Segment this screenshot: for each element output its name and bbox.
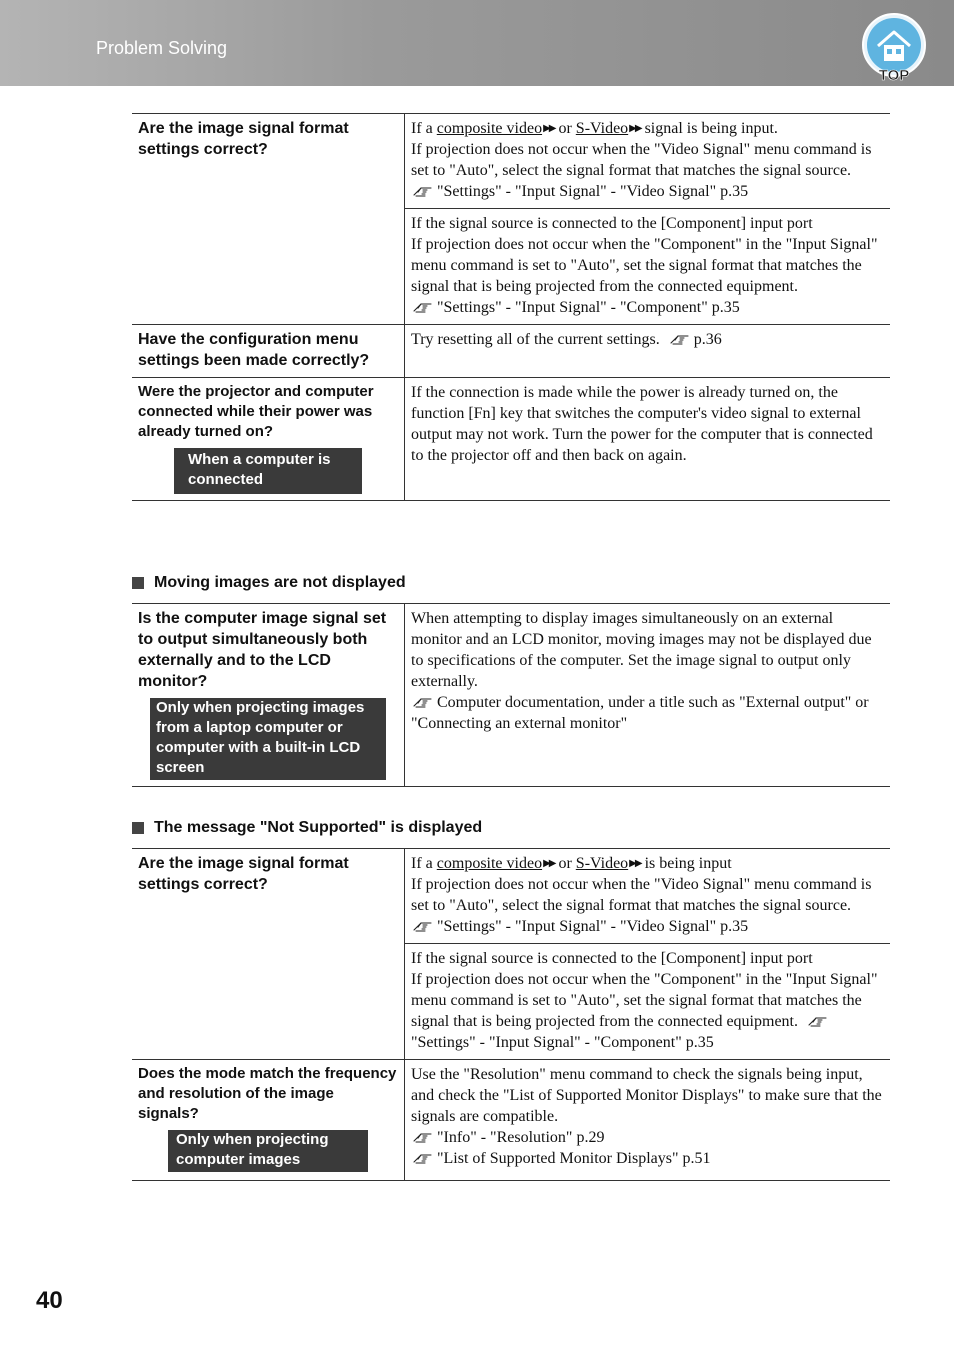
reference-hand-icon (670, 333, 690, 345)
section-heading: Moving images are not displayed (132, 574, 406, 592)
answer-cell: If a composite video▶▶ or S-Video▶▶ is being input If projection does not occur when the "Video Signal" menu command is set to "Auto", select the signal format that matches the signal source. "Settings" - "Input Signal" - "Video Signal" p.35 (405, 849, 891, 944)
reference-link[interactable]: "List of Supported Monitor Displays" p.51 (437, 1150, 711, 1167)
reference-hand-icon (808, 1015, 828, 1027)
page-number: 40 (36, 1287, 63, 1314)
question-cell: Have the configuration menu settings been made correctly? (132, 325, 405, 378)
reference-hand-icon (413, 696, 433, 708)
reference-link[interactable]: "Settings" - "Input Signal" - "Component" p.35 (437, 299, 740, 316)
answer-cell: If the connection is made while the power is already turned on, the function [Fn] key that switches the computer's video signal to external output may not work. Turn the power for the computer that is connected to the projector off and then back on again. (405, 378, 891, 501)
glossary-arrow-icon: ▶▶ (629, 123, 641, 134)
reference-link[interactable]: "Settings" - "Input Signal" - "Component" p.35 (411, 1034, 714, 1051)
table-row (132, 849, 890, 944)
answer-cell: If a composite video▶▶ or S-Video▶▶ signal is being input. If projection does not occur when the "Video Signal" menu command is set to "Auto", select the signal format that matches the signal source. "Settings" - "Input Signal" - "Video Signal" p.35 (405, 114, 891, 209)
table-row (132, 1060, 890, 1181)
table-row (132, 114, 890, 209)
question-cell: Are the image signal format settings correct? (132, 114, 405, 325)
table-row (132, 604, 890, 787)
reference-hand-icon (413, 920, 433, 932)
question-cell: Does the mode match the frequency and resolution of the image signals? Only when projecting computer images (132, 1060, 405, 1181)
question-cell: Is the computer image signal set to output simultaneously both externally and to the LCD monitor? Only when projecting images from a laptop computer or computer with a built-in LCD screen (132, 604, 405, 787)
square-bullet-icon (132, 822, 144, 834)
problem-table-1 (132, 113, 890, 501)
condition-badge: When a computer is connected (174, 448, 362, 494)
glossary-arrow-icon: ▶▶ (629, 858, 641, 869)
answer-cell: Try resetting all of the current settings. p.36 (405, 325, 891, 378)
answer-cell: Use the "Resolution" menu command to check the signals being input, and check the "List of Supported Monitor Displays" to make sure that the signals are compatible. "Info" - "Resolution" p.29 "List of Supported Monitor Displays" p.51 (405, 1060, 891, 1181)
reference-hand-icon (413, 1131, 433, 1143)
home-icon (860, 12, 928, 84)
reference-link[interactable]: Computer documentation, under a title such as "External output" or "Connecting an external monitor" (411, 694, 869, 732)
condition-badge: Only when projecting images from a laptop computer or computer with a built-in LCD screen (150, 698, 386, 780)
composite-video-link[interactable]: composite video (436, 120, 543, 137)
header-title: Problem Solving (96, 38, 228, 58)
question-cell: Are the image signal format settings correct? (132, 849, 405, 1060)
problem-table-3 (132, 848, 890, 1181)
reference-link[interactable]: "Settings" - "Input Signal" - "Video Signal" p.35 (437, 918, 749, 935)
reference-link[interactable]: p.36 (693, 331, 722, 348)
top-button[interactable] (860, 12, 928, 84)
reference-hand-icon (413, 185, 433, 197)
table-row (132, 325, 890, 378)
question-cell: Were the projector and computer connected while their power was already turned on? When a computer is connected (132, 378, 405, 501)
glossary-arrow-icon: ▶▶ (543, 858, 555, 869)
table-row (132, 378, 890, 501)
s-video-link[interactable]: S-Video (575, 855, 629, 872)
glossary-arrow-icon: ▶▶ (543, 123, 555, 134)
square-bullet-icon (132, 577, 144, 589)
reference-hand-icon (413, 1152, 433, 1164)
problem-table-2 (132, 603, 890, 787)
reference-link[interactable]: "Settings" - "Input Signal" - "Video Signal" p.35 (437, 183, 749, 200)
reference-hand-icon (413, 301, 433, 313)
section-heading: The message "Not Supported" is displayed (132, 819, 482, 837)
reference-link[interactable]: "Info" - "Resolution" p.29 (437, 1129, 605, 1146)
answer-cell: If the signal source is connected to the [Component] input port If projection does not occur when the "Component" in the "Input Signal" menu command is set to "Auto", set the signal format that matches the signal that is being projected from the connected equipment. "Settings" - "Input Signal" - "Component" p.35 (405, 209, 891, 325)
condition-badge: Only when projecting computer images (168, 1130, 368, 1172)
answer-cell: If the signal source is connected to the [Component] input port If projection does not occur when the "Component" in the "Input Signal" menu command is set to "Auto", set the signal format that matches the signal that is being projected from the connected equipment. "Settings" - "Input Signal" - "Component" p.35 (405, 944, 891, 1060)
composite-video-link[interactable]: composite video (436, 855, 543, 872)
answer-cell: When attempting to display images simultaneously on an external monitor and an LCD monitor, moving images may not be displayed due to specifications of the computer. Set the image signal to output only externally. Computer documentation, under a title such as "External output" or "Connecting an external monitor" (405, 604, 891, 787)
page-header (0, 0, 954, 86)
top-label: TOP (878, 67, 910, 84)
s-video-link[interactable]: S-Video (575, 120, 629, 137)
